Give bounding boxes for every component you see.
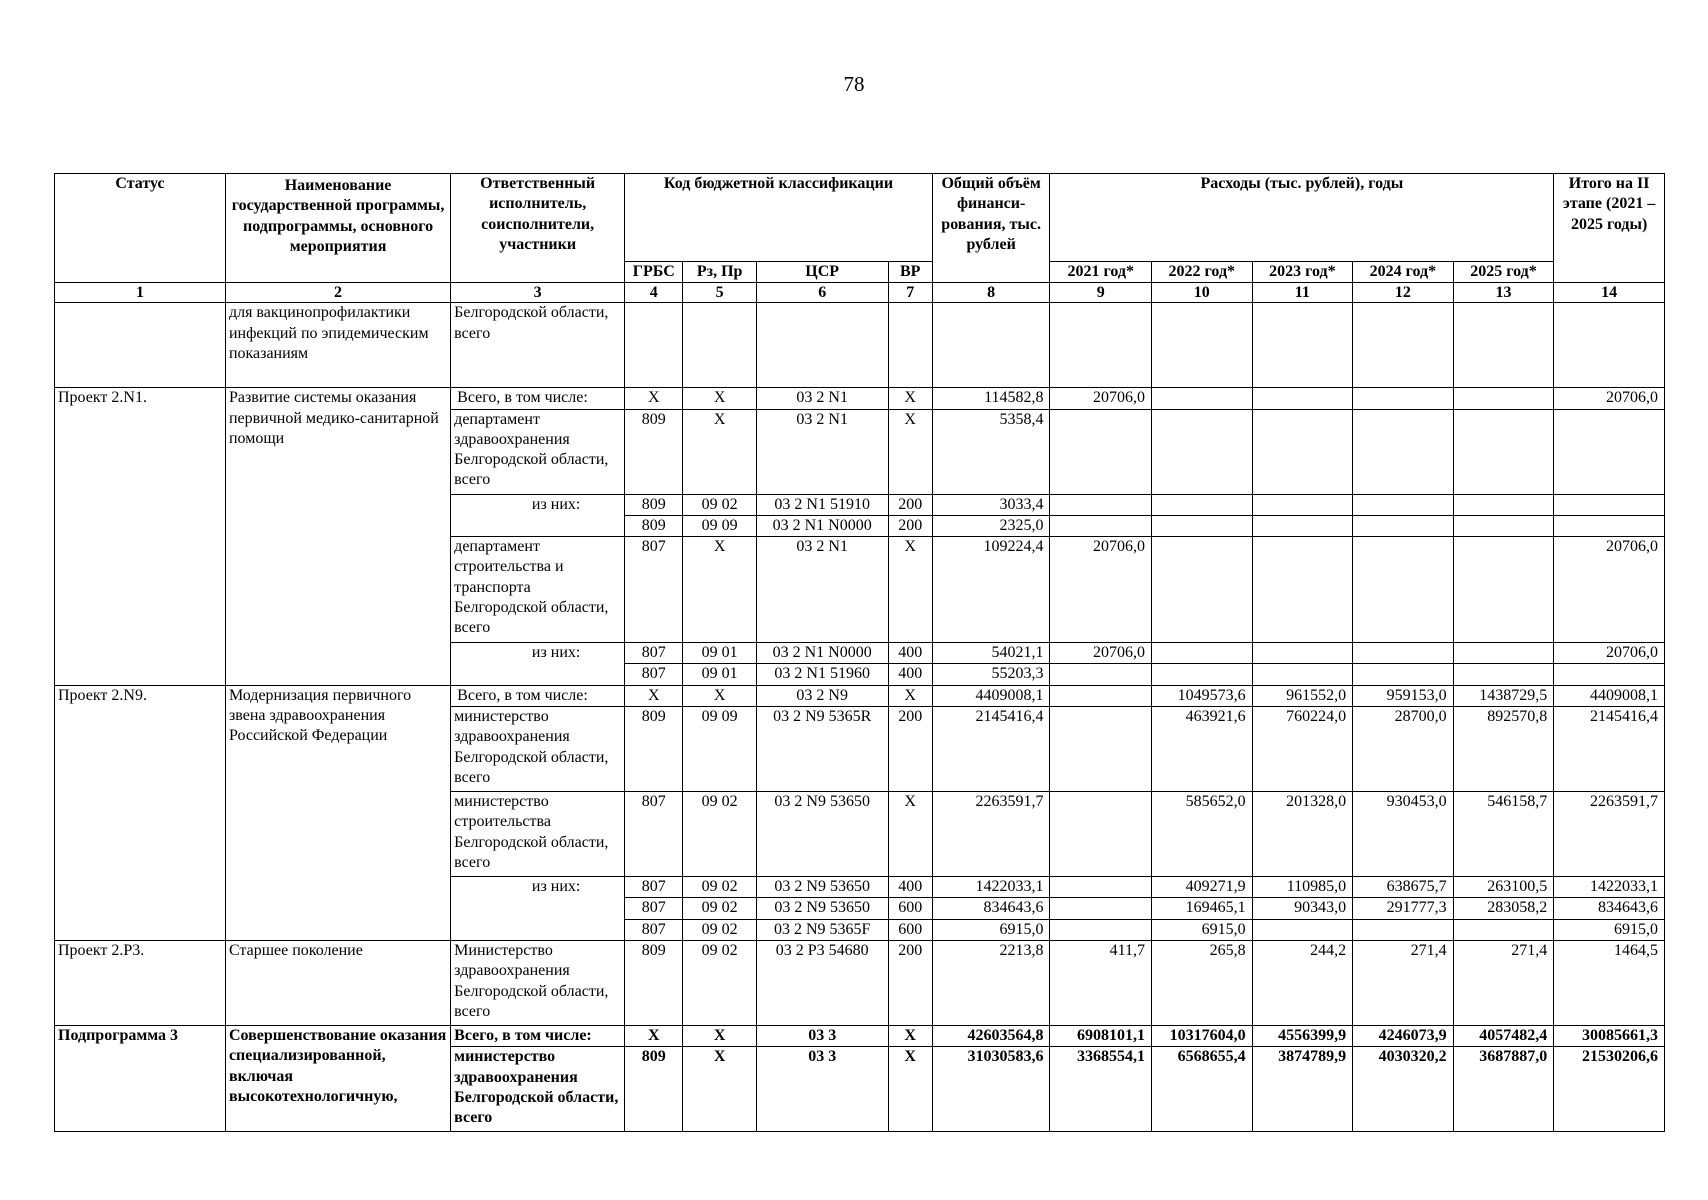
header-expenses: Расходы (тыс. рублей), годы (1050, 174, 1554, 262)
total-cell: 54021,1 (932, 643, 1050, 664)
y2022-cell: 6915,0 (1152, 919, 1253, 940)
vr-cell: X (888, 1047, 932, 1132)
y2021-cell (1050, 409, 1152, 494)
y2021-cell (1050, 792, 1152, 877)
header-vr: ВР (888, 262, 932, 283)
y2023-cell (1252, 409, 1353, 494)
total-cell: 2325,0 (932, 515, 1050, 536)
y2022-cell: 463921,6 (1152, 707, 1253, 792)
y2025-cell: 4057482,4 (1453, 1025, 1554, 1046)
total-cell: 31030583,6 (932, 1047, 1050, 1132)
grbs-cell: 807 (625, 664, 683, 685)
grbs-cell: X (625, 685, 683, 706)
vr-cell: 400 (888, 877, 932, 898)
header-total-volume: Общий объём финанси-рования, тыс. рублей (932, 174, 1050, 283)
stage-cell: 20706,0 (1554, 388, 1665, 409)
y2021-cell (1050, 707, 1152, 792)
y2024-cell (1353, 664, 1454, 685)
executor-cell: Всего, в том числе: (451, 1025, 625, 1046)
total-cell: 2263591,7 (932, 792, 1050, 877)
y2024-cell: 271,4 (1353, 940, 1454, 1025)
y2023-cell: 961552,0 (1252, 685, 1353, 706)
status-cell (55, 303, 226, 388)
y2024-cell: 28700,0 (1353, 707, 1454, 792)
status-cell: Проект 2.P3. (55, 940, 226, 1025)
name-cell: Модернизация первичного звена здравоохранения Российской Федерации (225, 685, 450, 940)
y2021-cell (1050, 685, 1152, 706)
grbs-cell: 807 (625, 898, 683, 919)
y2021-cell: 20706,0 (1050, 643, 1152, 664)
rzpr-cell: 09 01 (683, 664, 756, 685)
stage-cell: 1464,5 (1554, 940, 1665, 1025)
y2021-cell (1050, 303, 1152, 388)
y2025-cell (1453, 664, 1554, 685)
executor-cell: из них: (451, 877, 625, 941)
executor-cell: Всего, в том числе: (451, 685, 625, 706)
total-cell: 2213,8 (932, 940, 1050, 1025)
csr-cell: 03 2 P3 54680 (756, 940, 888, 1025)
name-cell: Совершенствование оказания специализированной, включая высокотехнологичную, (225, 1025, 450, 1131)
page-number: 78 (843, 72, 865, 96)
y2021-cell: 20706,0 (1050, 537, 1152, 643)
stage-cell: 6915,0 (1554, 919, 1665, 940)
header-year-2023: 2023 год* (1252, 262, 1353, 283)
csr-cell: 03 2 N1 51960 (756, 664, 888, 685)
y2022-cell: 10317604,0 (1152, 1025, 1253, 1046)
grbs-cell (625, 303, 683, 388)
stage-cell: 1422033,1 (1554, 877, 1665, 898)
csr-cell: 03 2 N1 N0000 (756, 643, 888, 664)
y2025-cell: 1438729,5 (1453, 685, 1554, 706)
y2024-cell: 930453,0 (1353, 792, 1454, 877)
y2022-cell: 585652,0 (1152, 792, 1253, 877)
y2025-cell: 3687887,0 (1453, 1047, 1554, 1132)
y2021-cell (1050, 898, 1152, 919)
y2024-cell: 959153,0 (1353, 685, 1454, 706)
rzpr-cell: 09 02 (683, 877, 756, 898)
header-grbs: ГРБС (625, 262, 683, 283)
vr-cell: 200 (888, 940, 932, 1025)
y2025-cell (1453, 537, 1554, 643)
executor-cell: министерство здравоохранения Белгородской области, всего (451, 1047, 625, 1132)
y2022-cell: 409271,9 (1152, 877, 1253, 898)
column-number: 7 (888, 283, 932, 303)
stage-cell: 2145416,4 (1554, 707, 1665, 792)
total-cell: 1422033,1 (932, 877, 1050, 898)
budget-table (54, 173, 1665, 1132)
vr-cell: X (888, 685, 932, 706)
name-cell: Развитие системы оказания первичной медико-санитарной помощи (225, 388, 450, 685)
executor-cell: из них: (451, 643, 625, 686)
y2025-cell (1453, 919, 1554, 940)
vr-cell: X (888, 792, 932, 877)
column-number: 11 (1252, 283, 1353, 303)
executor-cell: Белгородской области, всего (451, 303, 625, 388)
total-cell: 109224,4 (932, 537, 1050, 643)
column-number: 14 (1554, 283, 1665, 303)
table-row (55, 940, 1665, 1025)
y2023-cell (1252, 643, 1353, 664)
vr-cell: X (888, 537, 932, 643)
executor-cell: Всего, в том числе: (451, 388, 625, 409)
y2022-cell (1152, 388, 1253, 409)
csr-cell: 03 2 N1 N0000 (756, 515, 888, 536)
y2022-cell (1152, 303, 1253, 388)
csr-cell: 03 2 N1 (756, 537, 888, 643)
csr-cell: 03 2 N1 (756, 388, 888, 409)
y2021-cell (1050, 877, 1152, 898)
header-csr: ЦСР (756, 262, 888, 283)
grbs-cell: 807 (625, 792, 683, 877)
grbs-cell: 809 (625, 707, 683, 792)
executor-cell: министерство строительства Белгородской области, всего (451, 792, 625, 877)
rzpr-cell: X (683, 1025, 756, 1046)
csr-cell: 03 2 N9 5365F (756, 919, 888, 940)
y2023-cell (1252, 537, 1353, 643)
y2021-cell: 3368554,1 (1050, 1047, 1152, 1132)
csr-cell: 03 3 (756, 1025, 888, 1046)
y2021-cell (1050, 515, 1152, 536)
name-cell: Старшее поколение (225, 940, 450, 1025)
y2024-cell (1353, 409, 1454, 494)
rzpr-cell: 09 09 (683, 707, 756, 792)
stage-cell (1554, 515, 1665, 536)
table-row (55, 388, 1665, 409)
csr-cell: 03 2 N9 53650 (756, 877, 888, 898)
y2022-cell (1152, 515, 1253, 536)
y2022-cell (1152, 643, 1253, 664)
y2023-cell (1252, 664, 1353, 685)
y2023-cell (1252, 494, 1353, 515)
executor-cell: Министерство здравоохранения Белгородской области, всего (451, 940, 625, 1025)
grbs-cell: 809 (625, 494, 683, 515)
header-executor: Ответственный исполнитель, соисполнители, участники (451, 174, 625, 283)
stage-cell: 834643,6 (1554, 898, 1665, 919)
y2021-cell (1050, 919, 1152, 940)
stage-cell: 4409008,1 (1554, 685, 1665, 706)
table-row (55, 1025, 1665, 1046)
rzpr-cell: 09 02 (683, 898, 756, 919)
total-cell: 42603564,8 (932, 1025, 1050, 1046)
header-year-2022: 2022 год* (1152, 262, 1253, 283)
total-cell: 5358,4 (932, 409, 1050, 494)
executor-cell: департамент строительства и транспорта Белгородской области, всего (451, 537, 625, 643)
rzpr-cell: X (683, 409, 756, 494)
stage-cell (1554, 409, 1665, 494)
rzpr-cell: X (683, 388, 756, 409)
y2023-cell (1252, 303, 1353, 388)
header-year-2024: 2024 год* (1353, 262, 1454, 283)
y2024-cell (1353, 537, 1454, 643)
grbs-cell: 807 (625, 877, 683, 898)
y2023-cell: 244,2 (1252, 940, 1353, 1025)
y2021-cell: 6908101,1 (1050, 1025, 1152, 1046)
y2025-cell: 283058,2 (1453, 898, 1554, 919)
rzpr-cell (683, 303, 756, 388)
y2022-cell (1152, 409, 1253, 494)
y2021-cell (1050, 494, 1152, 515)
y2024-cell (1353, 494, 1454, 515)
y2021-cell (1050, 664, 1152, 685)
executor-cell: департамент здравоохранения Белгородской области, всего (451, 409, 625, 494)
y2024-cell: 4030320,2 (1353, 1047, 1454, 1132)
vr-cell: X (888, 1025, 932, 1046)
y2024-cell (1353, 388, 1454, 409)
grbs-cell: X (625, 388, 683, 409)
column-number: 6 (756, 283, 888, 303)
vr-cell: 600 (888, 919, 932, 940)
csr-cell: 03 2 N9 5365R (756, 707, 888, 792)
executor-cell: министерство здравоохранения Белгородской области, всего (451, 707, 625, 792)
vr-cell: X (888, 409, 932, 494)
y2023-cell (1252, 388, 1353, 409)
name-cell: для вакцинопрофилактики инфекций по эпидемическим показаниям (225, 303, 450, 388)
csr-cell (756, 303, 888, 388)
column-number: 3 (451, 283, 625, 303)
vr-cell: 200 (888, 494, 932, 515)
y2025-cell (1453, 303, 1554, 388)
total-cell: 114582,8 (932, 388, 1050, 409)
y2025-cell (1453, 643, 1554, 664)
stage-cell: 30085661,3 (1554, 1025, 1665, 1046)
csr-cell: 03 2 N9 53650 (756, 792, 888, 877)
y2025-cell (1453, 409, 1554, 494)
y2025-cell: 263100,5 (1453, 877, 1554, 898)
y2023-cell: 3874789,9 (1252, 1047, 1353, 1132)
y2022-cell (1152, 664, 1253, 685)
y2024-cell (1353, 919, 1454, 940)
y2024-cell: 4246073,9 (1353, 1025, 1454, 1046)
column-number: 5 (683, 283, 756, 303)
y2023-cell: 110985,0 (1252, 877, 1353, 898)
total-cell (932, 303, 1050, 388)
header-kbk: Код бюджетной классификации (625, 174, 933, 262)
y2025-cell: 892570,8 (1453, 707, 1554, 792)
csr-cell: 03 3 (756, 1047, 888, 1132)
column-number: 10 (1152, 283, 1253, 303)
stage-cell: 21530206,6 (1554, 1047, 1665, 1132)
stage-cell (1554, 303, 1665, 388)
grbs-cell: 807 (625, 643, 683, 664)
column-number: 12 (1353, 283, 1454, 303)
y2024-cell (1353, 515, 1454, 536)
total-cell: 834643,6 (932, 898, 1050, 919)
column-number: 2 (225, 283, 450, 303)
total-cell: 6915,0 (932, 919, 1050, 940)
y2022-cell: 1049573,6 (1152, 685, 1253, 706)
status-cell: Проект 2.N1. (55, 388, 226, 685)
column-number: 1 (55, 283, 226, 303)
y2022-cell: 6568655,4 (1152, 1047, 1253, 1132)
stage-cell (1554, 664, 1665, 685)
csr-cell: 03 2 N9 53650 (756, 898, 888, 919)
stage-cell: 20706,0 (1554, 537, 1665, 643)
y2023-cell: 4556399,9 (1252, 1025, 1353, 1046)
grbs-cell: X (625, 1025, 683, 1046)
y2025-cell (1453, 494, 1554, 515)
vr-cell (888, 303, 932, 388)
rzpr-cell: 09 02 (683, 919, 756, 940)
y2025-cell (1453, 388, 1554, 409)
vr-cell: X (888, 388, 932, 409)
header-rzpr: Рз, Пр (683, 262, 756, 283)
y2023-cell: 90343,0 (1252, 898, 1353, 919)
rzpr-cell: 09 02 (683, 940, 756, 1025)
column-number: 8 (932, 283, 1050, 303)
y2022-cell (1152, 494, 1253, 515)
total-cell: 4409008,1 (932, 685, 1050, 706)
vr-cell: 400 (888, 643, 932, 664)
y2024-cell: 638675,7 (1353, 877, 1454, 898)
y2023-cell (1252, 919, 1353, 940)
y2025-cell: 271,4 (1453, 940, 1554, 1025)
vr-cell: 200 (888, 515, 932, 536)
rzpr-cell: 09 02 (683, 494, 756, 515)
y2022-cell: 169465,1 (1152, 898, 1253, 919)
stage-cell (1554, 494, 1665, 515)
column-number: 9 (1050, 283, 1152, 303)
header-stage-total: Итого на II этапе (2021 – 2025 годы) (1554, 174, 1665, 283)
rzpr-cell: 09 09 (683, 515, 756, 536)
y2024-cell: 291777,3 (1353, 898, 1454, 919)
column-number: 4 (625, 283, 683, 303)
csr-cell: 03 2 N1 (756, 409, 888, 494)
table-row (55, 303, 1665, 388)
y2024-cell (1353, 303, 1454, 388)
header-year-2025: 2025 год* (1453, 262, 1554, 283)
grbs-cell: 809 (625, 515, 683, 536)
rzpr-cell: 09 02 (683, 792, 756, 877)
y2021-cell: 20706,0 (1050, 388, 1152, 409)
column-number-row (55, 283, 1665, 303)
table-row (55, 685, 1665, 706)
csr-cell: 03 2 N9 (756, 685, 888, 706)
y2025-cell: 546158,7 (1453, 792, 1554, 877)
rzpr-cell: X (683, 537, 756, 643)
y2022-cell (1152, 537, 1253, 643)
y2023-cell (1252, 515, 1353, 536)
total-cell: 2145416,4 (932, 707, 1050, 792)
grbs-cell: 809 (625, 940, 683, 1025)
executor-cell: из них: (451, 494, 625, 537)
y2022-cell: 265,8 (1152, 940, 1253, 1025)
grbs-cell: 807 (625, 537, 683, 643)
y2024-cell (1353, 643, 1454, 664)
y2021-cell: 411,7 (1050, 940, 1152, 1025)
rzpr-cell: 09 01 (683, 643, 756, 664)
status-cell: Проект 2.N9. (55, 685, 226, 940)
header-name: Наименование государственной программы, подпрограммы, основного мероприятия (225, 174, 450, 283)
total-cell: 3033,4 (932, 494, 1050, 515)
y2023-cell: 760224,0 (1252, 707, 1353, 792)
grbs-cell: 809 (625, 1047, 683, 1132)
y2023-cell: 201328,0 (1252, 792, 1353, 877)
stage-cell: 20706,0 (1554, 643, 1665, 664)
y2025-cell (1453, 515, 1554, 536)
column-number: 13 (1453, 283, 1554, 303)
total-cell: 55203,3 (932, 664, 1050, 685)
vr-cell: 600 (888, 898, 932, 919)
header-year-2021: 2021 год* (1050, 262, 1152, 283)
grbs-cell: 809 (625, 409, 683, 494)
rzpr-cell: X (683, 685, 756, 706)
vr-cell: 200 (888, 707, 932, 792)
grbs-cell: 807 (625, 919, 683, 940)
status-cell: Подпрограмма 3 (55, 1025, 226, 1131)
csr-cell: 03 2 N1 51910 (756, 494, 888, 515)
stage-cell: 2263591,7 (1554, 792, 1665, 877)
vr-cell: 400 (888, 664, 932, 685)
header-status: Статус (55, 174, 226, 283)
rzpr-cell: X (683, 1047, 756, 1132)
